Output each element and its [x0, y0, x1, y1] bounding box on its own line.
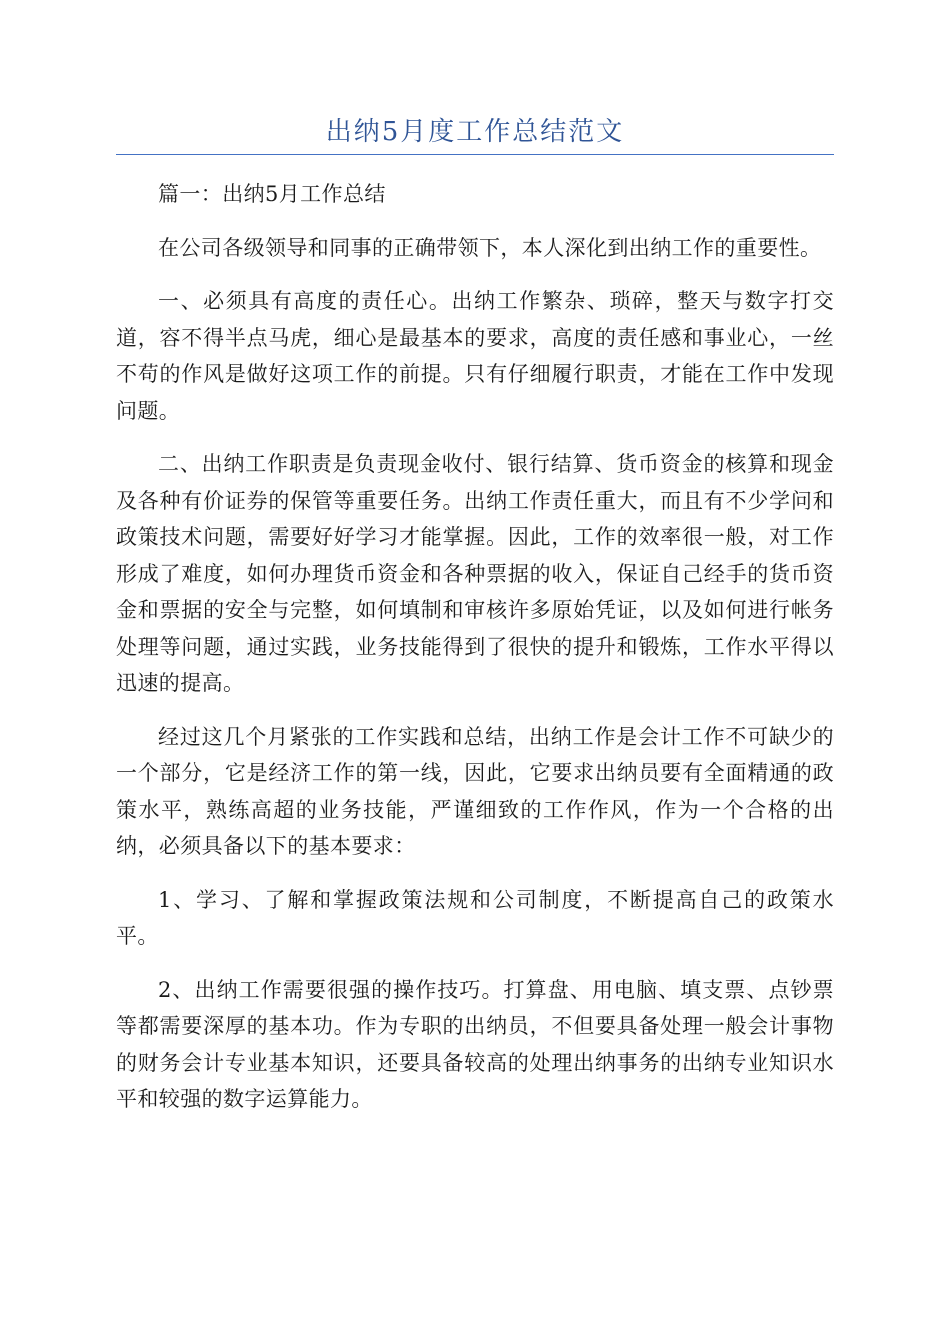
paragraph: 经过这几个月紧张的工作实践和总结，出纳工作是会计工作不可缺少的一个部分，它是经济工作的第一线，因此，它要求出纳员要有全面精通的政策水平，熟练高超的业务技能，严谨细致的工作作风，作为一个合格的出纳，必须具备以下的基本要求： — [116, 724, 834, 858]
title-underline — [116, 154, 834, 155]
document-title: 出纳5月度工作总结范文 — [325, 117, 625, 147]
paragraph: 一、必须具有高度的责任心。出纳工作繁杂、琐碎，整天与数字打交道，容不得半点马虎，细心是最基本的要求，高度的责任感和事业心，一丝不苟的作风是做好这项工作的前提。只有仔细履行职责，才能在工作中发现问题。 — [116, 289, 834, 423]
paragraph: 在公司各级领导和同事的正确带领下，本人深化到出纳工作的重要性。 — [158, 235, 822, 260]
list-item: 1、学习、了解和掌握政策法规和公司制度，不断提高自己的政策水平。 — [116, 887, 834, 948]
document-body — [116, 176, 834, 1135]
section-heading: 篇一：出纳5月工作总结 — [158, 182, 386, 206]
list-item: 2、出纳工作需要很强的操作技巧。打算盘、用电脑、填支票、点钞票等都需要深厚的基本功。作为专职的出纳员，不但要具备处理一般会计事物的财务会计专业基本知识，还要具备较高的处理出纳事务的出纳专业知识水平和较强的数字运算能力。 — [116, 977, 834, 1111]
paragraph: 二、出纳工作职责是负责现金收付、银行结算、货币资金的核算和现金及各种有价证券的保管等重要任务。出纳工作责任重大，而且有不少学问和政策技术问题，需要好好学习才能掌握。因此，工作的效率很一般，对工作形成了难度，如何办理货币资金和各种票据的收入，保证自己经手的货币资金和票据的安全与完整，如何填制和审核许多原始凭证，以及如何进行帐务处理等问题，通过实践，业务技能得到了很快的提升和锻炼，工作水平得以迅速的提高。 — [116, 452, 834, 695]
